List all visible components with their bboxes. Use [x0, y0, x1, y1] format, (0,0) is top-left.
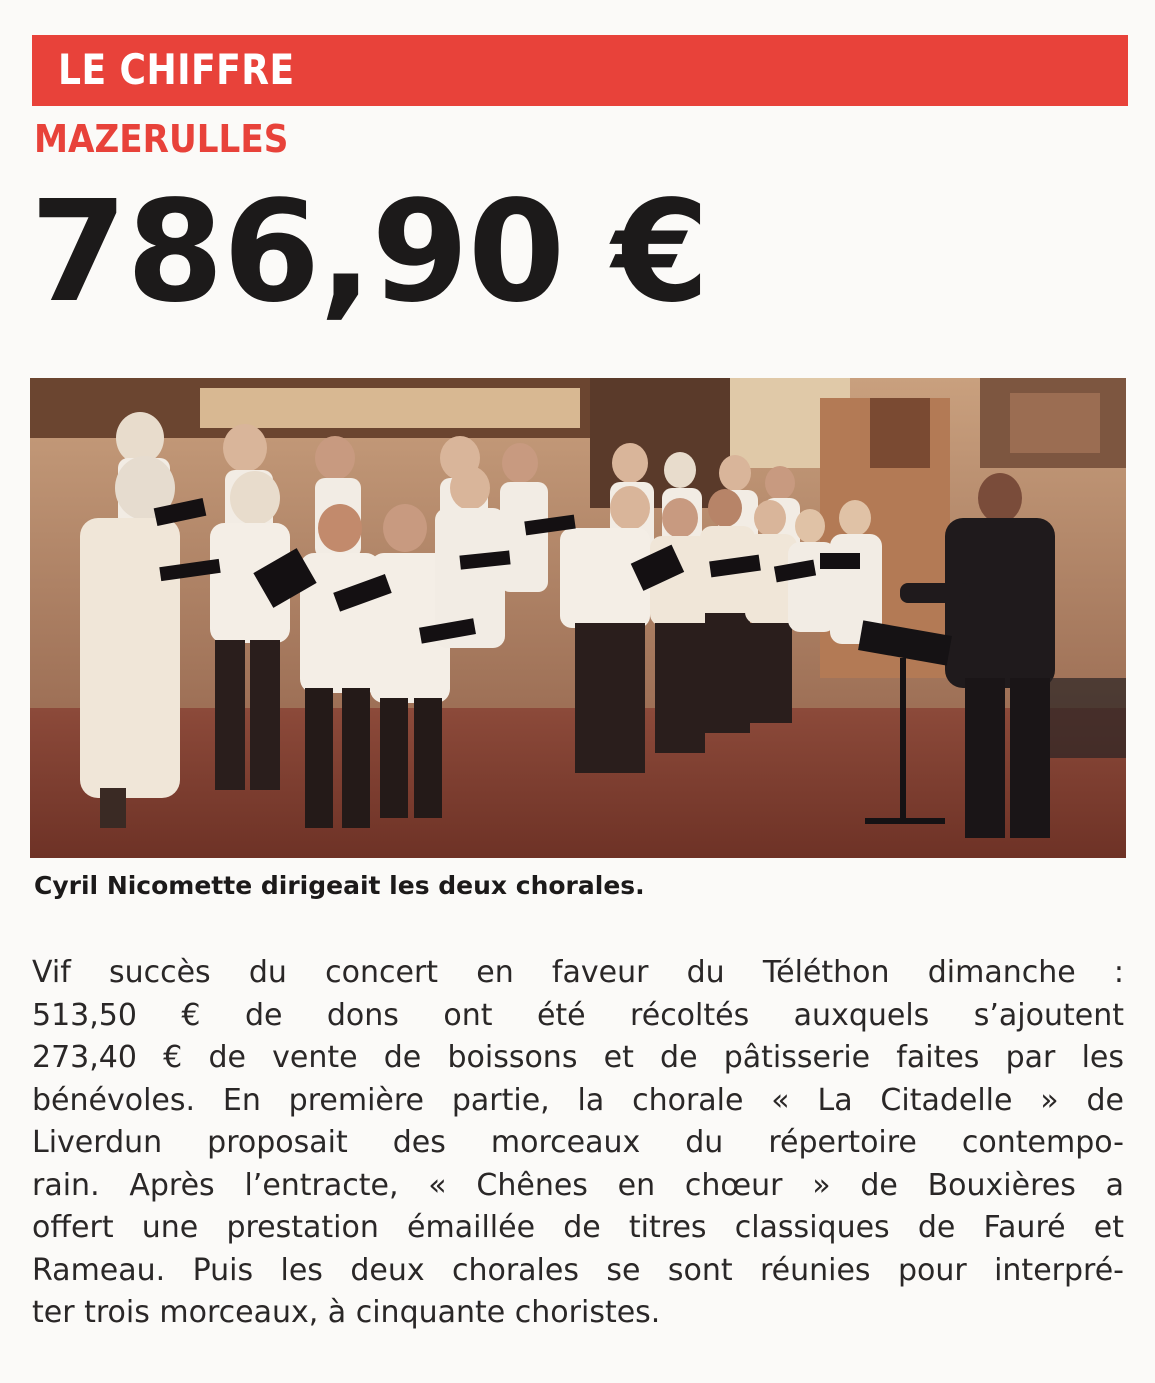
- section-label: LE CHIFFRE: [58, 45, 295, 94]
- article-line: 513,50 € de dons ont été récoltés auxquels s’ajoutent: [32, 997, 1124, 1033]
- article-line: Rameau. Puis les deux chorales se sont réunies pour interpré-: [32, 1252, 1124, 1288]
- article-line: 273,40 € de vente de boissons et de pâtisserie faites par les: [32, 1040, 1124, 1075]
- locality-heading: MAZERULLES: [34, 117, 289, 161]
- article-line: bénévoles. En première partie, la chorale « La Citadelle » de: [32, 1082, 1124, 1118]
- article-line: Liverdun proposait des morceaux du répertoire contempo-: [32, 1125, 1124, 1160]
- photo-caption: Cyril Nicomette dirigeait les deux chorales.: [34, 871, 645, 900]
- article-line: rain. Après l’entracte, « Chênes en chœur » de Bouxières a: [32, 1167, 1124, 1203]
- section-banner: [32, 35, 1128, 106]
- article-line: offert une prestation émaillée de titres classiques de Fauré et: [32, 1210, 1124, 1245]
- article-body: [32, 952, 1124, 1335]
- article-line: Vif succès du concert en faveur du Téléthon dimanche :: [32, 955, 1124, 990]
- choir-photo: [30, 378, 1126, 858]
- article-line: ter trois morceaux, à cinquante choristes.: [32, 1295, 661, 1330]
- headline-figure: 786,90 €: [30, 171, 709, 334]
